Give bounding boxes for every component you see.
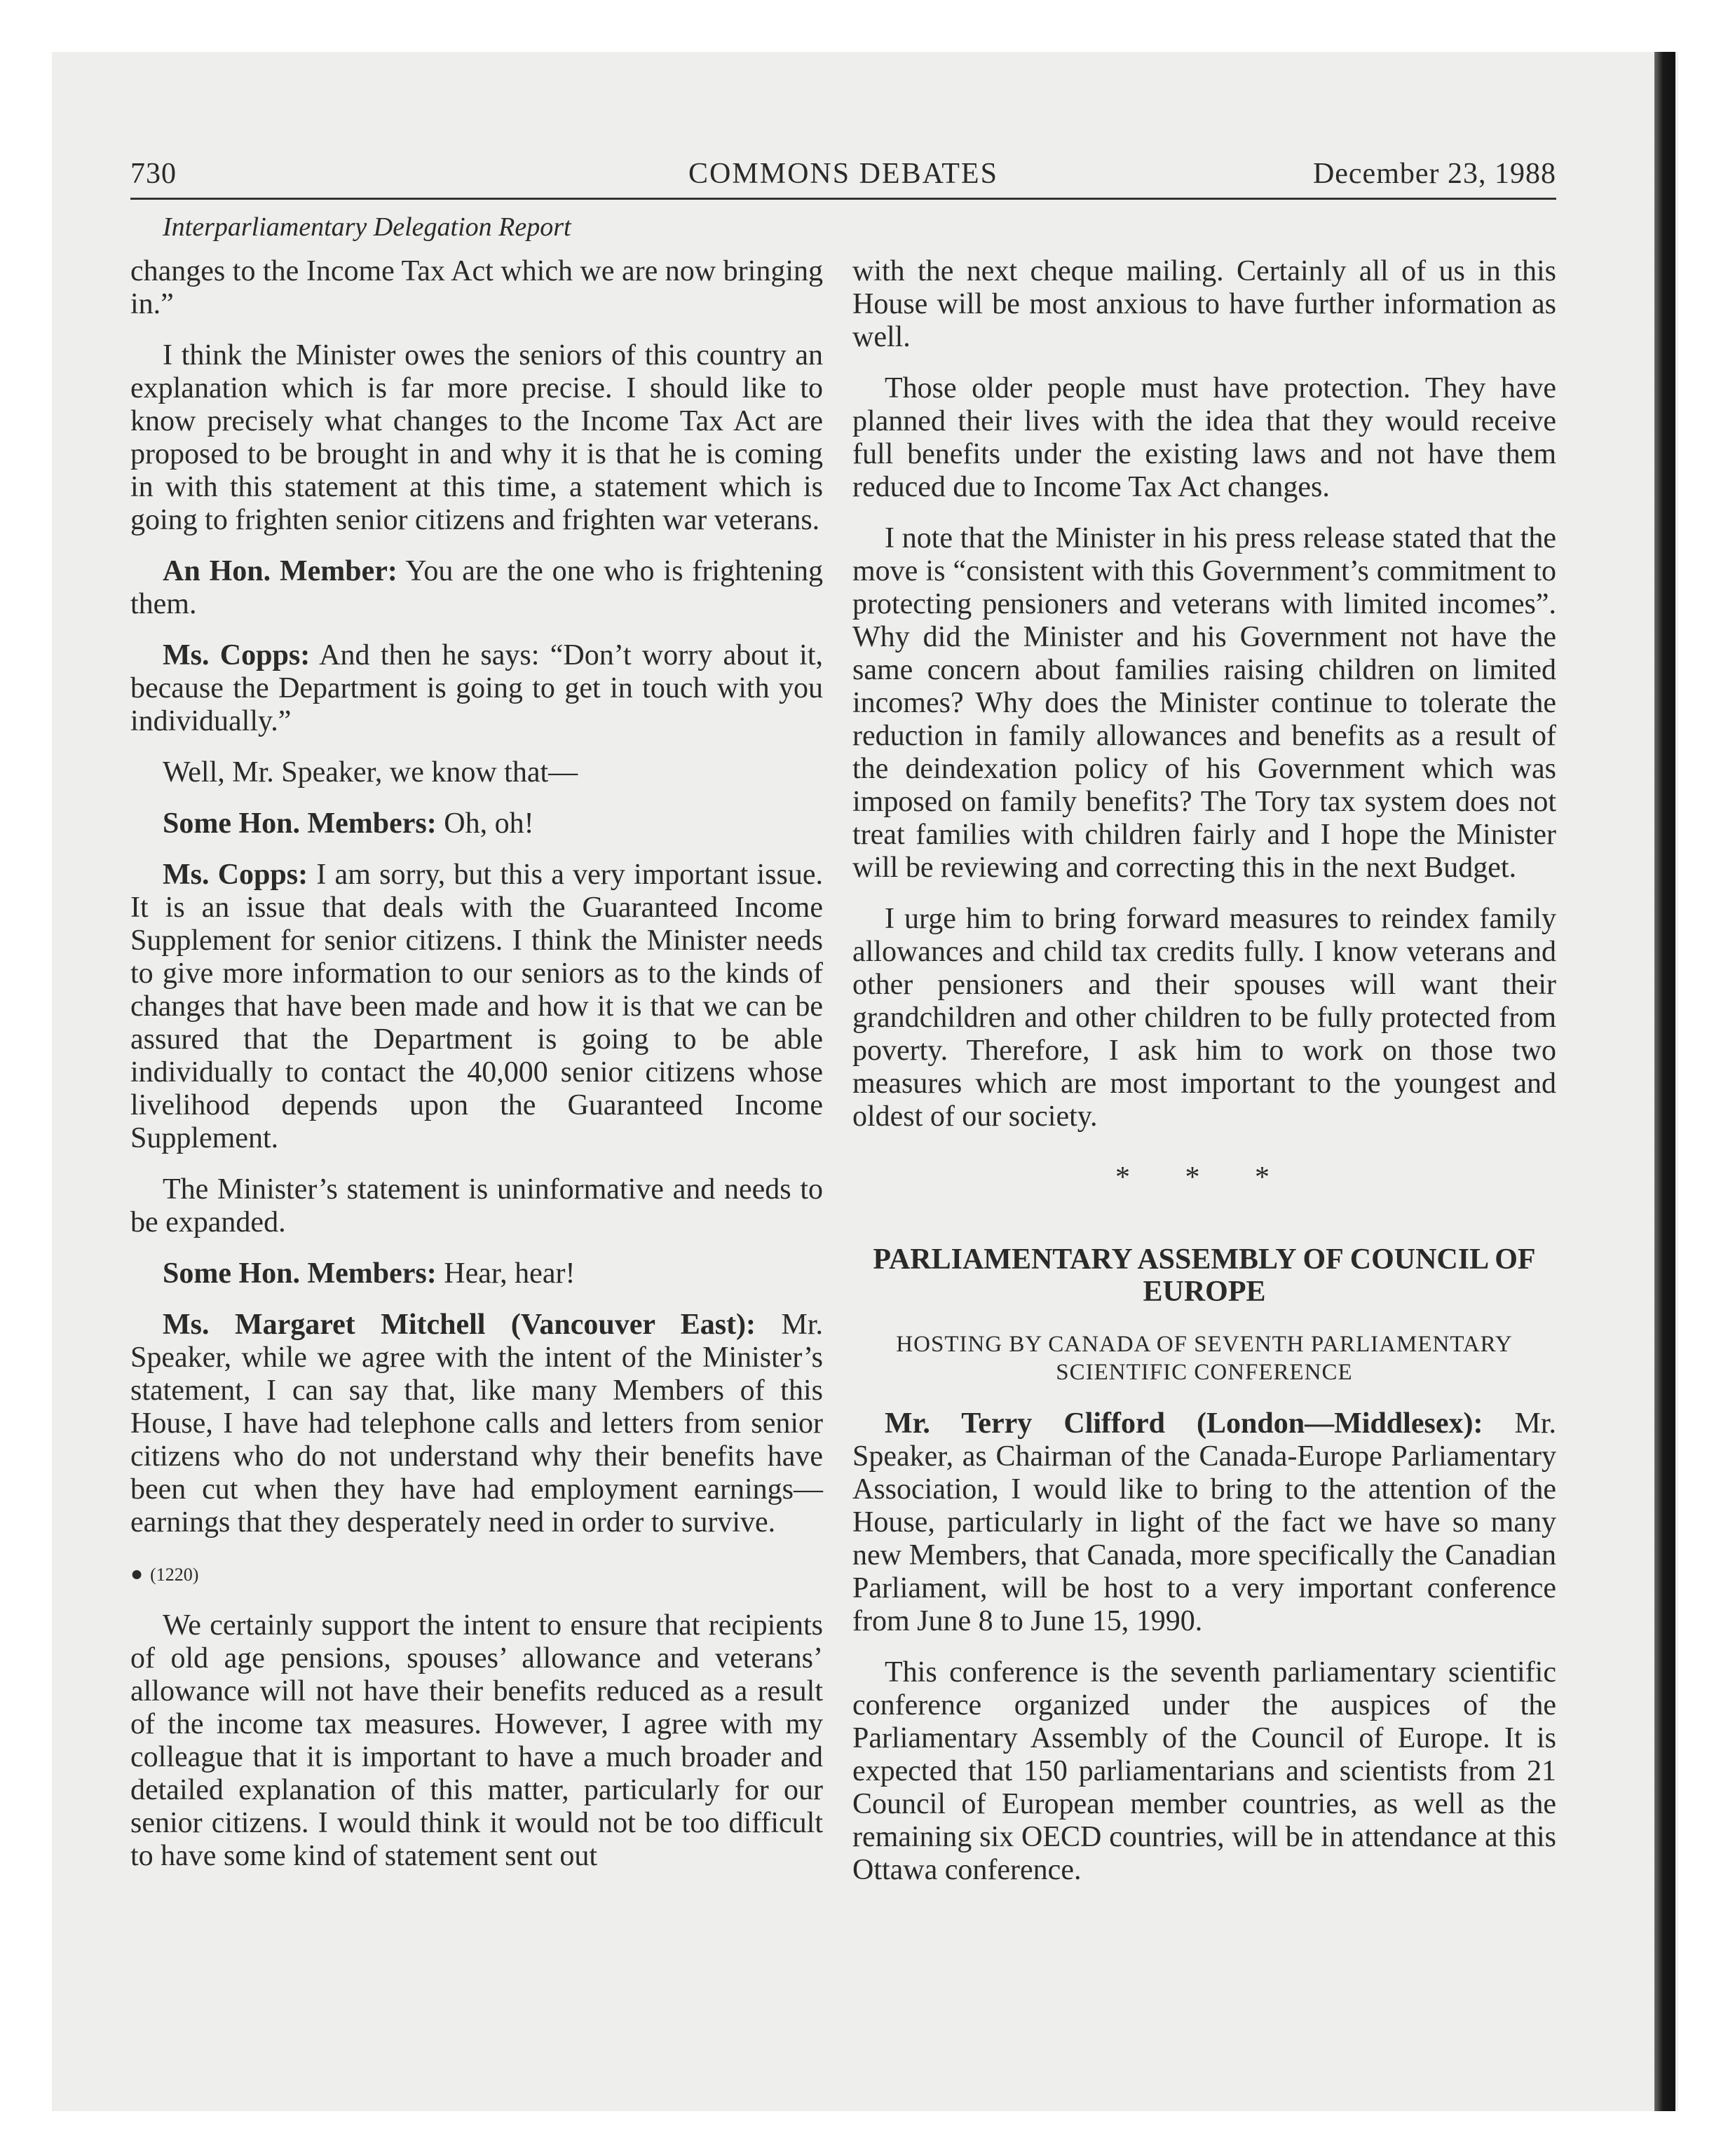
running-head: Interparliamentary Delegation Report <box>163 212 571 242</box>
paragraph: I think the Minister owes the seniors of this country an explanation which is far more precise. I should like to know precisely what changes to the Income Tax Act are proposed to be brought in and why it is that he is coming in with this statement at this time, a statement which is going to frighten senior citizens and frighten war veterans. <box>130 339 823 536</box>
section-title: PARLIAMENTARY ASSEMBLY OF COUNCIL OF EUROPE <box>873 1243 1536 1308</box>
speech <box>130 859 823 1155</box>
paragraph: with the next cheque mailing. Certainly all of us in this House will be most anxious to have further information as well. <box>852 255 1556 353</box>
speech-text: I am sorry, but this a very important issue. It is an issue that deals with the Guaranteed Income Supplement for senior citizens. I think the Minister needs to give more information to our seniors as to the kinds of changes that have been made and how it is that we can be assured that the Department is going to be able individually to contact the 40,000 senior citizens whose livelihood depends upon the Guaranteed Income Supplement. <box>130 859 824 1154</box>
paragraph: The Minister’s statement is uninformative and needs to be expanded. <box>130 1173 823 1239</box>
speaker-name: Mr. Terry Clifford (London—Middlesex): <box>885 1407 1483 1440</box>
paragraph: Well, Mr. Speaker, we know that— <box>163 756 578 789</box>
page-header <box>130 157 1556 200</box>
speaker-name: Ms. Copps: <box>163 639 311 671</box>
paragraph: Those older people must have protection. They have planned their lives with the idea that they would receive full benefits under the existing laws and not have them reduced due to Income Tax Act changes. <box>852 372 1556 503</box>
speaker-name: Ms. Margaret Mitchell (Vancouver East): <box>163 1309 756 1341</box>
speaker-name: An Hon. Member: <box>163 555 397 587</box>
time-marker <box>130 1557 823 1591</box>
speech <box>130 1309 823 1539</box>
paragraph: I urge him to bring forward measures to reindex family allowances and child tax credits fully. I know veterans and other pensioners and their spouses will want their grandchildren and other children to be fully protected from poverty. Therefore, I ask him to work on those two measures which are most important to the youngest and oldest of our society. <box>852 903 1556 1133</box>
speech <box>130 1257 823 1290</box>
speech <box>130 555 823 621</box>
speaker-name: Some Hon. Members: <box>163 807 437 840</box>
right-column <box>852 255 1556 1905</box>
speech-text: Hear, hear! <box>436 1257 576 1290</box>
section-separator: * * * <box>1115 1161 1293 1194</box>
publication-title: COMMONS DEBATES <box>688 158 998 190</box>
paragraph: I note that the Minister in his press release stated that the move is “consistent with this Government’s commitment to protecting pensioners and veterans with limited incomes”. Why did the Minister and his Government not have the same concern about families raising children on limited incomes? Why does the Minister continue to tolerate the reduction in family allowances and benefits as a result of the deindexation policy of his Government which was imposed on family benefits? The Tory tax system does not treat families with children fairly and I hope the Minister will be reviewing and correcting this in the next Budget. <box>852 522 1556 884</box>
bullet-icon: ● <box>130 1562 144 1585</box>
speaker-name: Ms. Copps: <box>163 859 308 891</box>
left-column <box>130 255 823 1891</box>
speech-text: Mr. Speaker, while we agree with the intent of the Minister’s statement, I can say that, like many Members of this House, I have had telephone calls and letters from senior citizens who do not understand why their benefits have been cut when they have had employment earnings—earnings that they desperately need in order to survive. <box>130 1309 823 1538</box>
speech <box>130 639 823 738</box>
speech-text: Mr. Speaker, as Chairman of the Canada-Europe Parliamentary Association, I would like to bring to the attention of the House, particularly in light of the fact we have so many new Members, that Canada, more specifically the Canadian Parliament, will be host to a very important conference from June 8 to June 15, 1990. <box>852 1407 1557 1637</box>
speech <box>130 807 823 840</box>
section-subtitle: HOSTING BY CANADA OF SEVENTH PARLIAMENTARY SCIENTIFIC CONFERENCE <box>896 1332 1513 1385</box>
issue-date: December 23, 1988 <box>1312 158 1556 190</box>
time-marker-label: (1220) <box>150 1564 199 1585</box>
paragraph: This conference is the seventh parliamentary scientific conference organized under the auspices of the Parliamentary Assembly of the Council of Europe. It is expected that 150 parliamentarians and scientists from 21 Council of European member countries, as well as the remaining six OECD countries, will be in attendance at this Ottawa conference. <box>852 1656 1556 1886</box>
page-number: 730 <box>130 158 177 190</box>
speech-text: You are the one who is frightening them. <box>130 555 823 620</box>
paragraph: changes to the Income Tax Act which we are now bringing in.” <box>130 255 823 320</box>
speech-text: And then he says: “Don’t worry about it, because the Department is going to get in touch with you individually.” <box>130 639 823 737</box>
speaker-name: Some Hon. Members: <box>163 1257 437 1290</box>
book-spine-shadow <box>1654 52 1675 2111</box>
paragraph: We certainly support the intent to ensure that recipients of old age pensions, spouses’ allowance and veterans’ allowance will not have their benefits reduced as a result of the income tax measures. However, I agree with my colleague that it is important to have a much broader and detailed explanation of this matter, particularly for our senior citizens. I would think it would not be too difficult to have some kind of statement sent out <box>130 1609 823 1872</box>
speech-text: Oh, oh! <box>436 807 534 840</box>
speech <box>852 1407 1556 1638</box>
